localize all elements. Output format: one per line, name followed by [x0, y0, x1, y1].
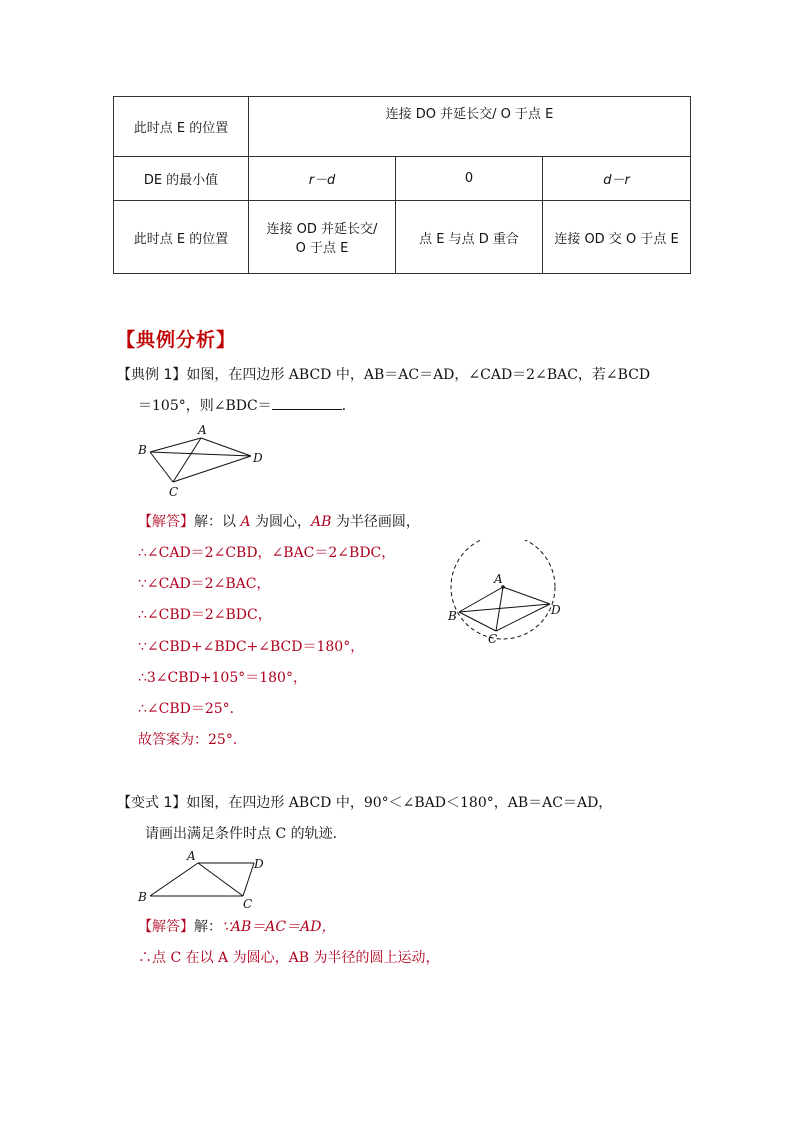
solution-step: ∵∠CBD+∠BDC+∠BCD＝180°， — [138, 639, 365, 655]
answer-blank — [272, 397, 342, 410]
point-label: D — [253, 451, 263, 465]
point-label: C — [243, 897, 253, 908]
variant-tag: 【变式 1】 — [117, 795, 187, 811]
variant1-line1 — [117, 792, 612, 812]
cell: d－r — [543, 157, 691, 201]
table-row — [114, 201, 691, 274]
example-tag: 【典例 1】 — [117, 367, 187, 383]
cell — [249, 201, 396, 274]
example-text: ． — [341, 398, 356, 414]
answer-text: A — [240, 514, 251, 530]
answer-intro — [138, 511, 420, 531]
solution-step: ∴∠CBD＝25°． — [138, 701, 244, 717]
answer-tag: 【解答】 — [138, 514, 194, 530]
cell: r－d — [249, 157, 396, 201]
variant1-line2: 请画出满足条件时点 C 的轨迹． — [145, 826, 347, 842]
example1-line1 — [117, 364, 650, 384]
table-row — [114, 157, 691, 201]
cell: 连接 OD 交 O 于点 E — [543, 201, 691, 274]
solution-step: ∴3∠CBD+105°＝180°， — [138, 670, 307, 686]
cell-line: 连接 OD 并延长交/ — [266, 222, 378, 237]
answer-text: 解： — [194, 919, 222, 935]
answer-text: 为圆心， — [250, 514, 312, 530]
cell: 点 E 与点 D 重合 — [396, 201, 543, 274]
point-label: B — [138, 890, 147, 904]
point-label: A — [187, 849, 196, 863]
cell: 连接 DO 并延长交/ O 于点 E — [249, 97, 691, 157]
figure-variant — [130, 846, 270, 908]
point-label: C — [488, 632, 498, 646]
point-label: D — [551, 603, 561, 617]
variant-text: 如图，在四边形 ABCD 中，90°＜∠BAD＜180°，AB＝AC＝AD， — [186, 795, 613, 811]
point-label: B — [138, 443, 147, 457]
solution-step: ∴点 C 在以 A 为圆心，AB 为半径的圆上运动， — [138, 950, 440, 966]
solution-step: ∵∠CAD＝2∠BAC， — [138, 576, 271, 592]
point-label: A — [198, 423, 207, 437]
table-row — [114, 97, 691, 157]
point-label: C — [169, 485, 179, 499]
final-answer: 故答案为：25°． — [138, 732, 247, 748]
variant-answer — [138, 916, 335, 936]
row-label: DE 的最小值 — [114, 157, 249, 201]
solution-step: ∴∠CAD＝2∠CBD，∠BAC＝2∠BDC， — [138, 545, 396, 561]
point-label: D — [254, 857, 264, 871]
figure-quadrilateral — [130, 420, 270, 502]
answer-text: 解：以 — [194, 514, 241, 530]
cell: 0 — [396, 157, 543, 201]
summary-table — [113, 96, 691, 274]
point-label: B — [448, 609, 457, 623]
row-label: 此时点 E 的位置 — [114, 201, 249, 274]
section-heading: 【典例分析】 — [116, 329, 237, 351]
example-text: ＝105°，则∠BDC＝ — [138, 398, 272, 414]
example-text: 如图，在四边形 ABCD 中，AB＝AC＝AD，∠CAD＝2∠BAC，若∠BCD — [186, 367, 651, 383]
figure-circle — [440, 540, 570, 660]
row-label: 此时点 E 的位置 — [114, 97, 249, 157]
point-label: A — [494, 572, 503, 586]
answer-tag: 【解答】 — [138, 919, 194, 935]
solution-step: ∴∠CBD＝2∠BDC， — [138, 607, 272, 623]
cell-line: O 于点 E — [295, 241, 349, 256]
answer-text: AB — [311, 514, 332, 530]
example1-line2 — [138, 395, 356, 415]
answer-text: 为半径画圆， — [331, 514, 420, 530]
answer-text: ∵AB＝AC＝AD， — [222, 919, 336, 935]
